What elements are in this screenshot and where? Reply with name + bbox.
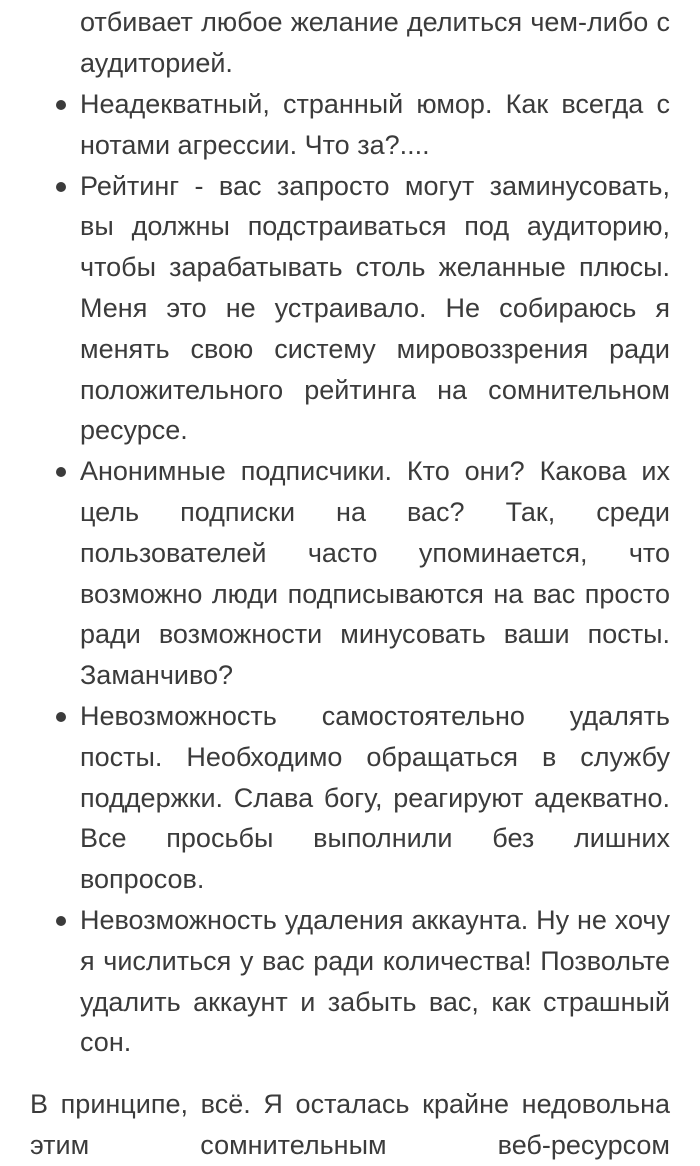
list-item-text: Невозможность удаления аккаунта. Ну не хочу я числиться у вас ради количества! Позвольте удалить аккаунт и забыть вас, как страшный сон. xyxy=(80,904,670,1058)
closing-paragraph: В принципе, всё. Я осталась крайне недовольна этим сомнительным веб-ресурсом xyxy=(30,1089,670,1160)
list-item xyxy=(0,696,670,900)
list-item xyxy=(0,451,670,696)
bullet-list xyxy=(0,84,700,1063)
bullet-icon xyxy=(56,100,66,110)
bullet-icon xyxy=(56,712,66,722)
list-item xyxy=(0,900,670,1063)
list-item-text: Рейтинг - вас запросто могут заминусовать, вы должны подстраиваться под аудиторию, чтобы зарабатывать столь желанные плюсы. Меня это не устраивало. Не собираюсь я менять свою систему мировоззрения ради положительного рейтинга на сомнительном ресурсе. xyxy=(80,170,670,446)
list-item-text: Анонимные подписчики. Кто они? Какова их цель подписки на вас? Так, среди пользователей часто упоминается, что возможно люди подписываются на вас просто ради возможности минусовать ваши посты. Заманчиво? xyxy=(80,456,670,691)
bullet-icon xyxy=(56,467,66,477)
carry-over-text: отбивает любое желание делиться чем-либо с аудиторией. xyxy=(80,7,670,78)
list-item-text: Невозможность самостоятельно удалять посты. Необходимо обращаться в службу поддержки. Слава богу, реагируют адекватно. Все просьбы выполнили без лишних вопросов. xyxy=(80,700,670,895)
bullet-icon xyxy=(56,916,66,926)
list-item xyxy=(0,166,670,452)
list-item xyxy=(0,84,670,166)
bullet-icon xyxy=(56,182,66,192)
list-item-text: Неадекватный, странный юмор. Как всегда с нотами агрессии. Что за?.... xyxy=(80,89,670,160)
